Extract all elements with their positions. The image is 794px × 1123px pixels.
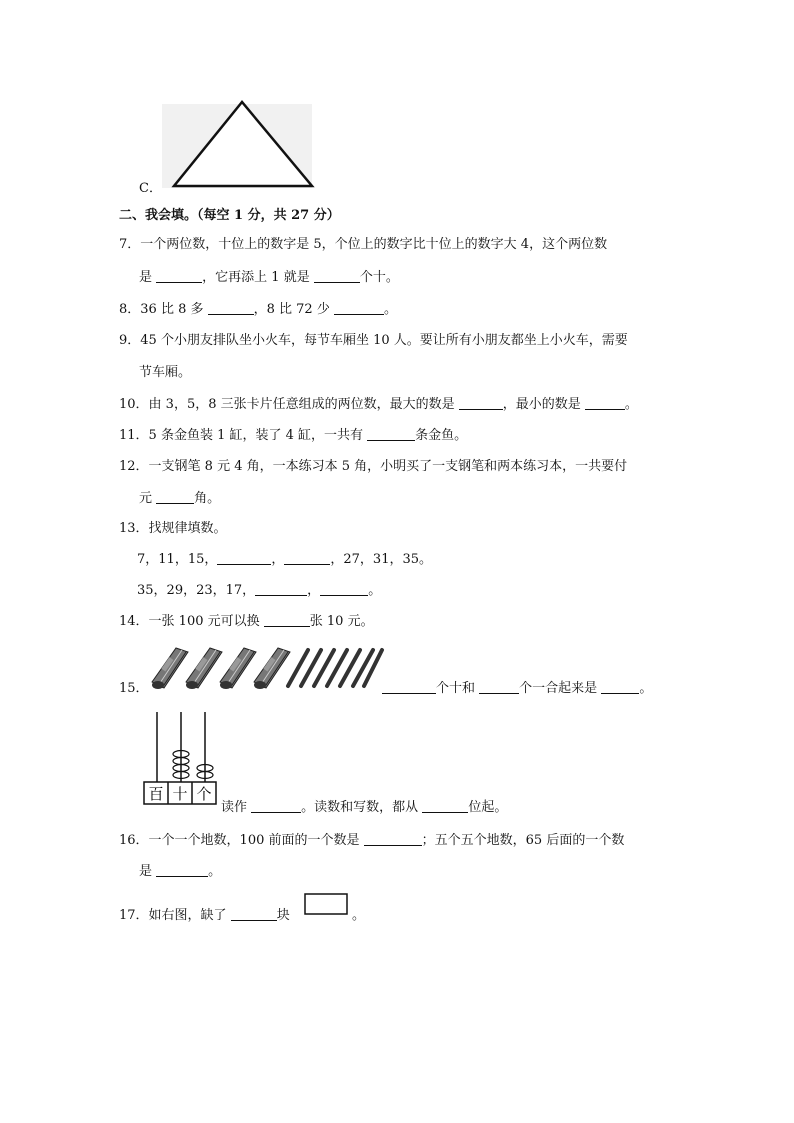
q17-line: 17．如右图，缺了 块 xyxy=(119,908,290,923)
q16-line1: 16．一个一个地数，100 前面的一个数是 ；五个五个地数，65 后面的一个数 xyxy=(119,833,625,848)
q13-title: 13．找规律填数。 xyxy=(119,521,227,536)
q7-blank-1[interactable] xyxy=(156,270,202,283)
q13-row2: 35，29，23，17， ， 。 xyxy=(137,583,382,598)
q7-line1: 7．一个两位数，十位上的数字是 5，个位上的数字比十位上的数字大 4，这个两位数 xyxy=(119,237,608,252)
q11-line: 11．5 条金鱼装 1 缸，装了 4 缸，一共有 条金鱼。 xyxy=(119,428,468,443)
single-sticks xyxy=(288,650,382,686)
q14-blank[interactable] xyxy=(264,614,310,627)
q13-row1: 7，11，15， ， ，27，31，35。 xyxy=(137,552,433,567)
section-title: 二、我会填。（每空 1 分，共 27 分） xyxy=(119,208,340,223)
q13-blank-3[interactable] xyxy=(255,583,307,596)
q15-read-line: 读作 。读数和写数，都从 位起。 xyxy=(221,800,508,815)
abacus-label-tens: 十 xyxy=(172,785,188,803)
q15-blank-4[interactable] xyxy=(251,800,301,813)
q11-blank[interactable] xyxy=(367,428,415,441)
q15-blank-5[interactable] xyxy=(422,800,468,813)
q12-line2: 元 角。 xyxy=(139,491,221,506)
q9-line2: 节车厢。 xyxy=(139,365,192,380)
q16-line2: 是 。 xyxy=(139,864,222,879)
q13-blank-2[interactable] xyxy=(284,552,330,565)
q7-blank-2[interactable] xyxy=(314,270,360,283)
abacus-label-hundreds: 百 xyxy=(148,785,164,803)
q17-blank[interactable] xyxy=(231,908,277,921)
q7-line2: 是 ，它再添上 1 就是 个十。 xyxy=(139,270,399,285)
q16-blank-2[interactable] xyxy=(156,864,208,877)
q15-label: 15． xyxy=(119,681,149,696)
q15-blank-3[interactable] xyxy=(601,681,639,694)
q15-line: 个十和 个一合起来是 。 xyxy=(382,681,652,697)
q13-blank-4[interactable] xyxy=(320,583,368,596)
option-c-label: C． xyxy=(139,181,162,196)
q12-blank[interactable] xyxy=(156,491,194,504)
triangle-figure xyxy=(160,98,320,190)
bundle-of-ten xyxy=(254,648,290,689)
brick-rectangle-icon xyxy=(304,893,348,915)
q13-blank-1[interactable] xyxy=(217,552,271,565)
q10-blank-1[interactable] xyxy=(459,397,503,410)
q15-blank-2[interactable] xyxy=(479,681,519,694)
abacus-label-ones: 个 xyxy=(196,785,212,803)
q15-blank-1[interactable] xyxy=(382,681,436,694)
q17-end: 。 xyxy=(352,908,366,923)
q14-line: 14．一张 100 元可以换 张 10 元。 xyxy=(119,614,374,629)
q8-blank-2[interactable] xyxy=(334,302,384,315)
q9-line1: 9．45 个小朋友排队坐小火车，每节车厢坐 10 人。要让所有小朋友都坐上小火车，需要 xyxy=(119,333,628,348)
sticks-bundles-figure xyxy=(148,642,384,692)
abacus-figure xyxy=(143,710,219,805)
q16-blank-1[interactable] xyxy=(364,833,422,846)
bundle-of-ten xyxy=(186,648,222,689)
q10-line: 10．由 3，5，8 三张卡片任意组成的两位数，最大的数是 ，最小的数是 。 xyxy=(119,397,638,412)
bundle-of-ten xyxy=(220,648,256,689)
q8-blank-1[interactable] xyxy=(208,302,254,315)
q8-line: 8．36 比 8 多 ，8 比 72 少 。 xyxy=(119,302,397,317)
q12-line1: 12．一支钢笔 8 元 4 角，一本练习本 5 角，小明买了一支钢笔和两本练习本，一共要付 xyxy=(119,459,628,474)
bundle-of-ten xyxy=(152,648,188,689)
q10-blank-2[interactable] xyxy=(585,397,625,410)
